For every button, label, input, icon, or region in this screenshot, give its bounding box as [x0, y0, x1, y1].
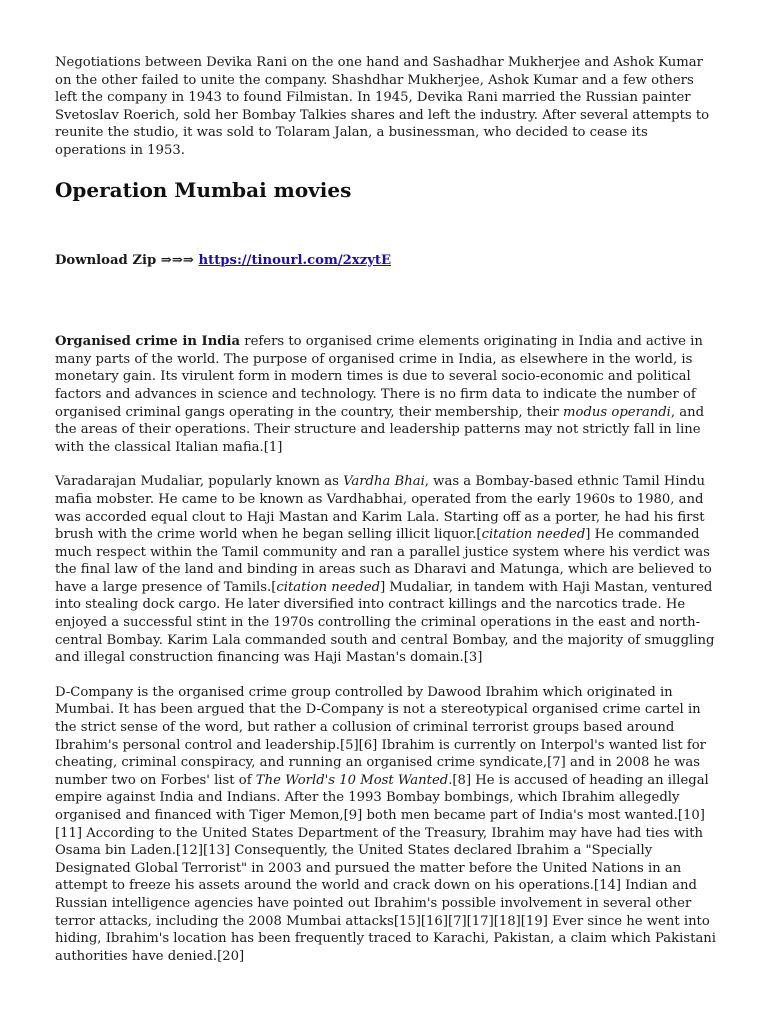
intro-paragraph: Negotiations between Devika Rani on the one hand and Sashadhar Mukherjee and Ashok Kumar on the other failed to unite the company. Shashdhar Mukherjee, Ashok Kumar and a few others left the company in 1943 to found Filmistan. In 1945, Devika Rani married the Russian painter Svetoslav Roerich, sold her Bombay Talkies shares and left the industry. After several attempts to reunite the studio, it was sold to Tolaram Jalan, a businessman, who decided to cease its operations in 1953. [55, 55, 710, 158]
italic-term: modus operandi [563, 404, 671, 420]
italic-title: The World's 10 Most Wanted [255, 772, 449, 788]
paragraph-text: .[8] He is accused of heading an illegal empire against India and Indians. After the 1993 Bombay bombings, which Ibrahim allegedly organised and financed with Tiger Memon,[9] both men became part of India's most wanted.[10][11] According to the United States Department of the Treasury, Ibrahim may have had ties with Osama bin Laden.[12][13] Consequently, the United States declared Ibrahim a "Specially Designated Global Terrorist" in 2003 and pursued the matter before the United Nations in an attempt to freeze his assets around the world and crack down on his operations.[14] Indian and Russian intelligence agencies have pointed out Ibrahim's possible involvement in several other terror attacks, including the 2008 Mumbai attacks[15][16][7][17][18][19] Ever since he went into hiding, Ibrahim's location has been frequently traced to Karachi, Pakistan, a claim which Pakistani authorities have denied.[20] [55, 772, 717, 964]
citation-needed: citation needed [276, 579, 381, 595]
paragraph-organised-crime [55, 333, 717, 456]
paragraph-text: ] He commanded much respect within the Tamil community and ran a parallel justice system where his verdict was the final law of the land and binding in areas such as Dharavi and Matunga, which are believed to have a large presence of Tamils.[ [55, 527, 712, 595]
download-link[interactable]: https://tinourl.com/2xzytE [198, 252, 391, 268]
download-line [55, 252, 717, 270]
citation-needed: citation needed [481, 527, 586, 543]
paragraph-mudaliar [55, 473, 717, 667]
paragraph-text: Varadarajan Mudaliar, popularly known as [55, 474, 344, 490]
paragraph-text: D-Company is the organised crime group controlled by Dawood Ibrahim which originated in Mumbai. It has been argued that the D-Company is not a stereotypical organised crime cartel in the strict sense of the word, but rather a collusion of criminal terrorist groups based around Ibrahim's personal control and leadership.[5][6] Ibrahim is currently on Interpol's wanted list for cheating, criminal conspiracy, and running an organised crime syndicate,[7] and in 2008 he was number two on Forbes' list of [55, 684, 706, 788]
paragraph-lead-term: Organised crime in India [55, 334, 241, 350]
paragraph-text: , was a Bombay-based ethnic Tamil Hindu mafia mobster. He came to be known as Vardhabhai, operated from the early 1960s to 1980, and was accorded equal clout to Haji Mastan and Karim Lala. Starting off as a porter, he had his first brush with the crime world when he began selling illicit liquor.[ [55, 474, 705, 543]
section-heading: Operation Mumbai movies [55, 177, 352, 202]
paragraph-d-company [55, 684, 717, 966]
paragraph-text: ] Mudaliar, in tandem with Haji Mastan, ventured into stealing dock cargo. He later diversified into contract killings and the narcotics trade. He enjoyed a successful stint in the 1970s controlling the criminal operations in the east and north-central Bombay. Karim Lala commanded south and central Bombay, and the majority of smuggling and illegal construction financing was Haji Mastan's domain.[3] [55, 579, 715, 666]
download-label: Download Zip ⇒⇒⇒ [55, 252, 199, 268]
paragraph-text: , and the areas of their operations. Their structure and leadership patterns may not strictly fall in line with the classical Italian mafia.[1] [55, 404, 705, 455]
document-page [55, 54, 717, 965]
paragraph-text: refers to organised crime elements originating in India and active in many parts of the world. The purpose of organised crime in India, as elsewhere in the world, is monetary gain. Its virulent form in modern times is due to several socio-economic and political factors and advances in science and technology. There is no firm data to indicate the number of organised criminal gangs operating in the country, their membership, their [55, 334, 703, 420]
italic-term: Vardha Bhai [343, 474, 425, 490]
